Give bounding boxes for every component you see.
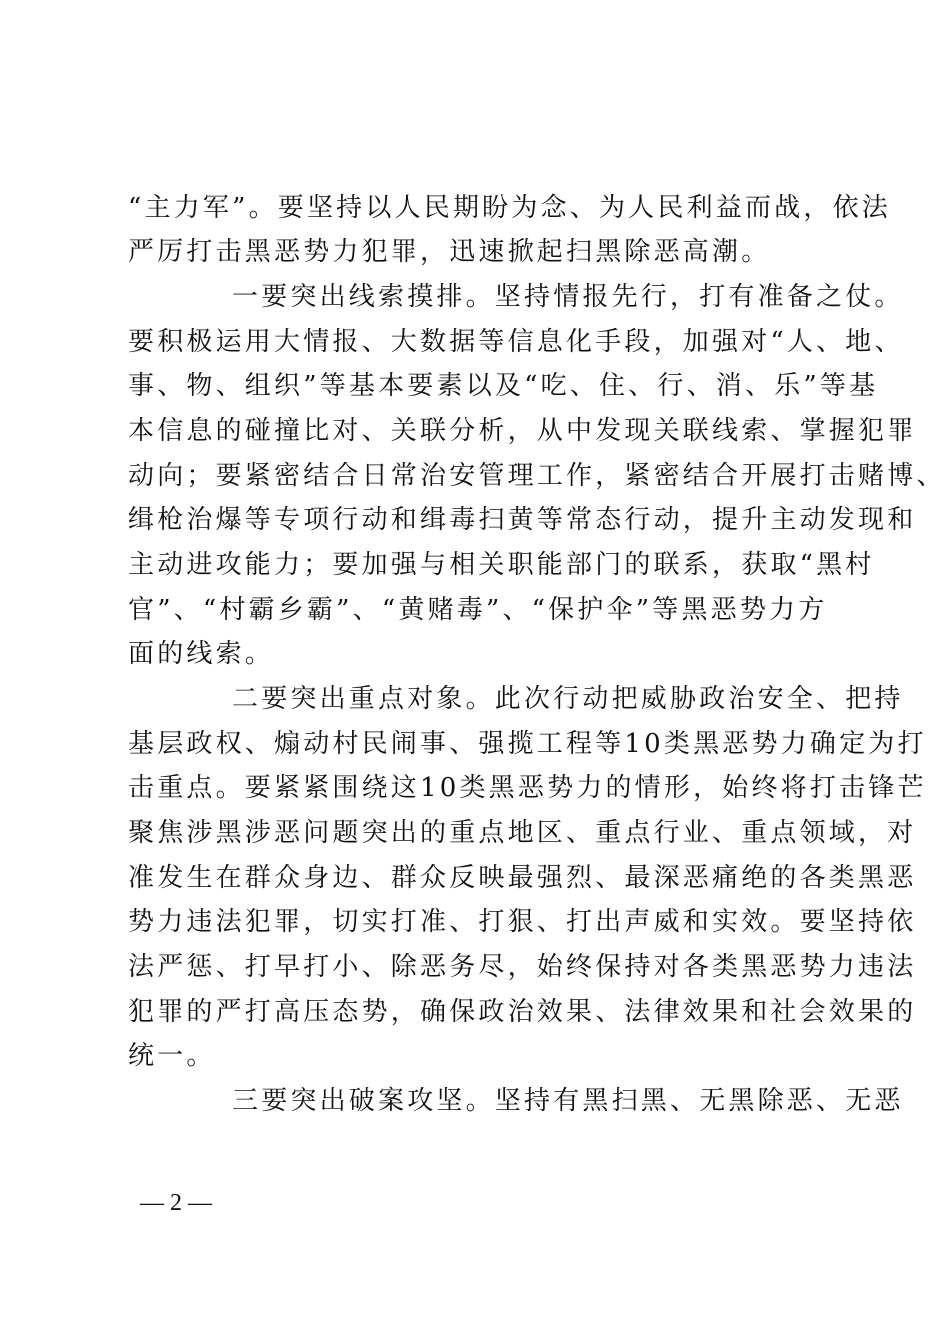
text-line: 严厉打击黑恶势力犯罪，迅速掀起扫黑除恶高潮。 xyxy=(128,237,771,267)
text-line: 缉枪治爆等专项行动和缉毒扫黄等常态行动，提升主动发现和 xyxy=(128,505,917,535)
text-line: 法严惩、打早打小、除恶务尽，始终保持对各类黑恶势力违法 xyxy=(128,952,917,982)
text-line: 统一。 xyxy=(128,1041,216,1071)
text-line: 聚焦涉黑涉恶问题突出的重点地区、重点行业、重点领域，对 xyxy=(128,818,917,848)
paragraph-2-start: 二要突出重点对象。此次行动把威胁政治安全、把持 xyxy=(232,684,904,714)
text-line: 动向；要紧密结合日常治安管理工作，紧密结合开展打击赌博、 xyxy=(128,461,946,491)
paragraph-1-start: 一要突出线索摸排。坚持情报先行，打有准备之仗。 xyxy=(232,282,904,312)
text-line: 击重点。要紧紧围绕这10类黑恶势力的情形，始终将打击锋芒 xyxy=(128,773,927,803)
text-line: 本信息的碰撞比对、关联分析，从中发现关联线索、掌握犯罪 xyxy=(128,416,917,446)
text-line: “主力军”。要坚持以人民期盼为念、为人民利益而战，依法 xyxy=(128,193,891,223)
text-line: 要积极运用大情报、大数据等信息化手段，加强对“人、地、 xyxy=(128,327,904,357)
text-line: 官”、“村霸乡霸”、“黄赌毒”、“保护伞”等黑恶势力方 xyxy=(128,595,828,625)
text-line: 基层政权、煽动村民闹事、强揽工程等10类黑恶势力确定为打 xyxy=(128,729,927,759)
paragraph-3-start: 三要突出破案攻坚。坚持有黑扫黑、无黑除恶、无恶 xyxy=(232,1086,904,1116)
text-line: 势力违法犯罪，切实打准、打狠、打出声威和实效。要坚持依 xyxy=(128,907,917,937)
text-line: 面的线索。 xyxy=(128,639,275,669)
text-line: 事、物、组织”等基本要素以及“吃、住、行、消、乐”等基 xyxy=(128,371,879,401)
text-line: 犯罪的严打高压态势，确保政治效果、法律效果和社会效果的 xyxy=(128,997,917,1027)
text-line: 主动进攻能力；要加强与相关职能部门的联系，获取“黑村 xyxy=(128,550,875,580)
text-line: 准发生在群众身边、群众反映最强烈、最深恶痛绝的各类黑恶 xyxy=(128,863,917,893)
page-number: — 2 — xyxy=(140,1190,212,1216)
